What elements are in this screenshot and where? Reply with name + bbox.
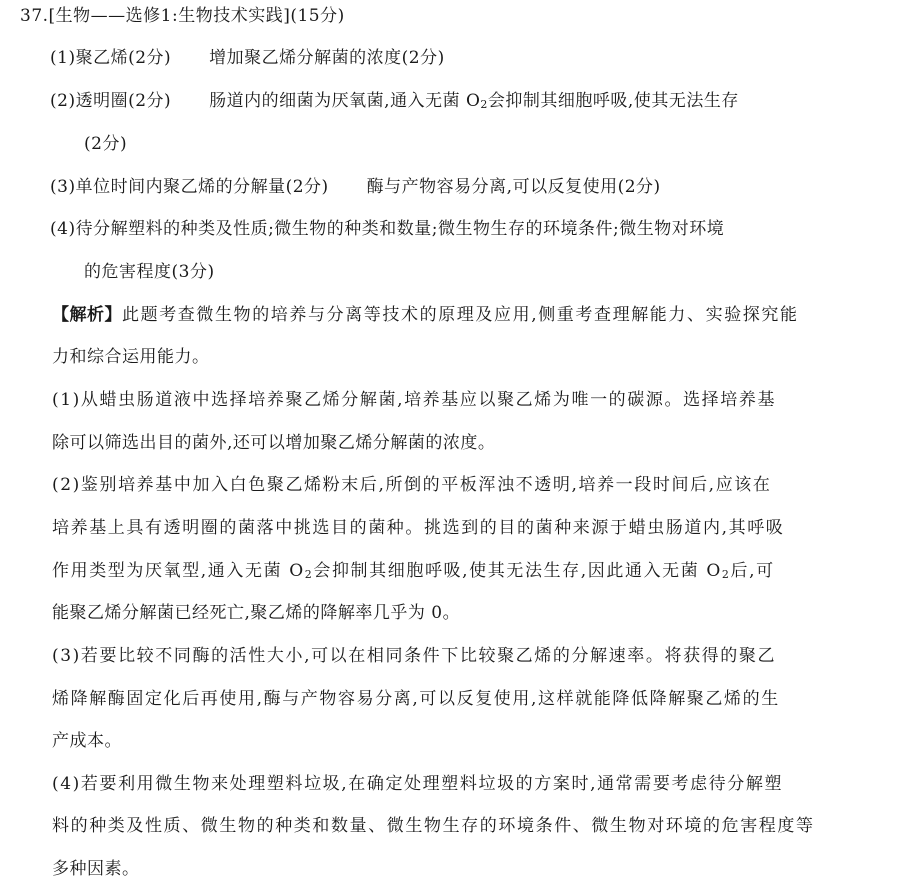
question-header: 37.[生物——选修1:生物技术实践](15分) (20, 6, 345, 26)
answer-4: (4)待分解塑料的种类及性质;微生物的种类和数量;微生物生存的环境条件;微生物对环境 (50, 219, 725, 239)
answer-2 (50, 89, 739, 113)
answer-2-part-b-pre: 肠道内的细菌为厌氧菌,通入无菌 O (209, 91, 481, 111)
answer-3 (50, 175, 661, 199)
analysis-p3-line2: 烯降解酶固定化后再使用,酶与产物容易分离,可以反复使用,这样就能降低降解聚乙烯的生 (52, 689, 780, 709)
analysis-p4-line2: 料的种类及性质、微生物的种类和数量、微生物生存的环境条件、微生物对环境的危害程度等 (52, 816, 815, 836)
analysis-p4-line1: (4)若要利用微生物来处理塑料垃圾,在确定处理塑料垃圾的方案时,通常需要考虑待分解塑 (52, 774, 784, 794)
oxygen-subscript: 2 (721, 568, 731, 581)
analysis-p3-line3: 产成本。 (52, 731, 122, 751)
answer-2-part-b-post: 会抑制其细胞呼吸,使其无法生存 (487, 91, 739, 111)
oxygen-subscript: 2 (480, 98, 488, 111)
answer-1-part-a: (1)聚乙烯(2分) (50, 48, 172, 68)
analysis-intro-cont: 力和综合运用能力。 (52, 347, 210, 367)
oxygen-subscript: 2 (304, 568, 314, 581)
analysis-p2-line4: 能聚乙烯分解菌已经死亡,聚乙烯的降解率几乎为 0。 (52, 603, 461, 623)
answer-2-part-a: (2)透明圈(2分) (50, 91, 172, 111)
analysis-p2-line3 (52, 559, 775, 583)
answer-4-cont: 的危害程度(3分) (84, 262, 215, 282)
analysis-intro (52, 303, 799, 327)
analysis-p2-line2: 培养基上具有透明圈的菌落中挑选目的菌种。挑选到的目的菌种来源于蜡虫肠道内,其呼吸 (52, 518, 785, 538)
analysis-p1-line2: 除可以筛选出目的菌外,还可以增加聚乙烯分解菌的浓度。 (52, 433, 496, 453)
answer-3-part-a: (3)单位时间内聚乙烯的分解量(2分) (50, 177, 329, 197)
analysis-p2-line3-pre: 作用类型为厌氧型,通入无菌 O (52, 561, 305, 581)
analysis-p3-line1: (3)若要比较不同酶的活性大小,可以在相同条件下比较聚乙烯的分解速率。将获得的聚乙 (52, 646, 777, 666)
analysis-tag: 【解析】 (52, 305, 122, 325)
answer-3-part-b: 酶与产物容易分离,可以反复使用(2分) (366, 177, 661, 197)
analysis-p2-line1: (2)鉴别培养基中加入白色聚乙烯粉末后,所倒的平板浑浊不透明,培养一段时间后,应该在 (52, 475, 772, 495)
answer-1-part-b: 增加聚乙烯分解菌的浓度(2分) (209, 48, 445, 68)
answer-1 (50, 46, 445, 70)
analysis-intro-text: 此题考查微生物的培养与分离等技术的原理及应用,侧重考查理解能力、实验探究能 (122, 305, 799, 325)
analysis-p2-line3-mid: 会抑制其细胞呼吸,使其无法生存,因此通入无菌 O (313, 561, 722, 581)
answer-2-score: (2分) (84, 134, 128, 154)
analysis-p2-line3-post: 后,可 (730, 561, 775, 581)
analysis-p1-line1: (1)从蜡虫肠道液中选择培养聚乙烯分解菌,培养基应以聚乙烯为唯一的碳源。选择培养基 (52, 390, 777, 410)
analysis-p4-line3: 多种因素。 (52, 859, 140, 879)
